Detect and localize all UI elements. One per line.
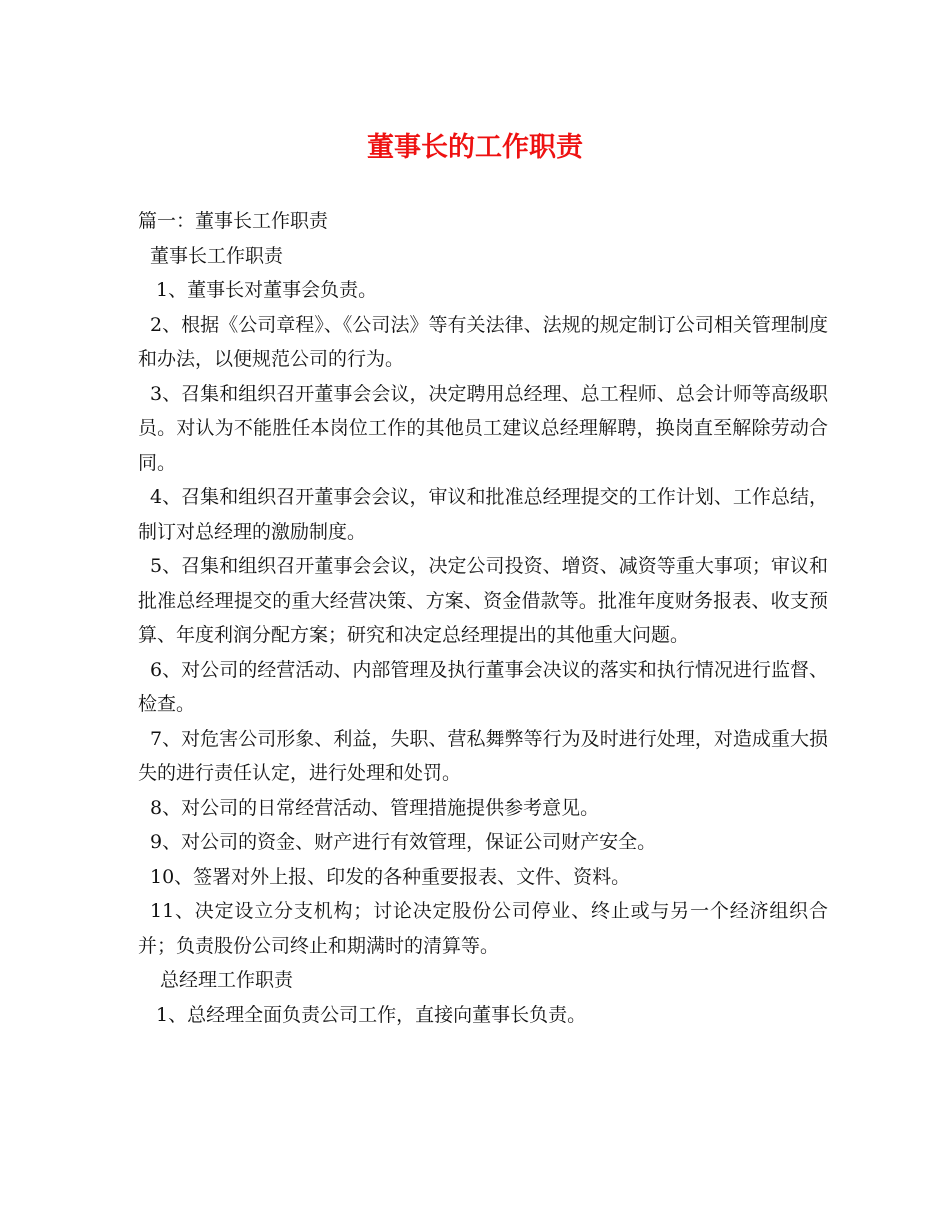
list-item: 1、总经理全面负责公司工作，直接向董事长负责。: [156, 1003, 587, 1026]
section-heading: 篇一：董事长工作职责: [138, 210, 329, 232]
list-item: 7、对危害公司形象、利益，失职、营私舞弊等行为及时进行处理，对造成重大损失的进行责任认定，进行处理和处罚。: [138, 727, 828, 784]
list-item: 9、对公司的资金、财产进行有效管理，保证公司财产安全。: [150, 831, 657, 853]
list-item: 2、根据《公司章程》、《公司法》等有关法律、法规的规定制订公司相关管理制度和办法，以便规范公司的行为。: [138, 313, 828, 370]
document-body: [138, 204, 828, 1032]
list-item: 1、董事长对董事会负责。: [156, 279, 378, 301]
list-item: 10、签署对外上报、印发的各种重要报表、文件、资料。: [150, 865, 631, 888]
list-item: 5、召集和组织召开董事会会议，决定公司投资、增资、减资等重大事项；审议和批准总经理提交的重大经营决策、方案、资金借款等。批准年度财务报表、收支预算、年度利润分配方案；研究和决定总经理提出的其他重大问题。: [138, 555, 828, 646]
subsection-heading: 总经理工作职责: [160, 969, 294, 991]
subsection-heading: 董事长工作职责: [150, 244, 284, 267]
list-item: 3、召集和组织召开董事会会议，决定聘用总经理、总工程师、总会计师等高级职员。对认为不能胜任本岗位工作的其他员工建议总经理解聘，换岗直至解除劳动合同。: [138, 382, 828, 474]
list-item: 6、对公司的经营活动、内部管理及执行董事会决议的落实和执行情况进行监督、检查。: [138, 658, 828, 715]
document-title: 董事长的工作职责: [367, 132, 583, 163]
list-item: 4、召集和组织召开董事会会议，审议和批准总经理提交的工作计划、工作总结，制订对总经理的激励制度。: [138, 486, 828, 543]
list-item: 8、对公司的日常经营活动、管理措施提供参考意见。: [150, 796, 600, 819]
list-item: 11、决定设立分支机构；讨论决定股份公司停业、终止或与另一个经济组织合并；负责股份公司终止和期满时的清算等。: [138, 900, 828, 957]
